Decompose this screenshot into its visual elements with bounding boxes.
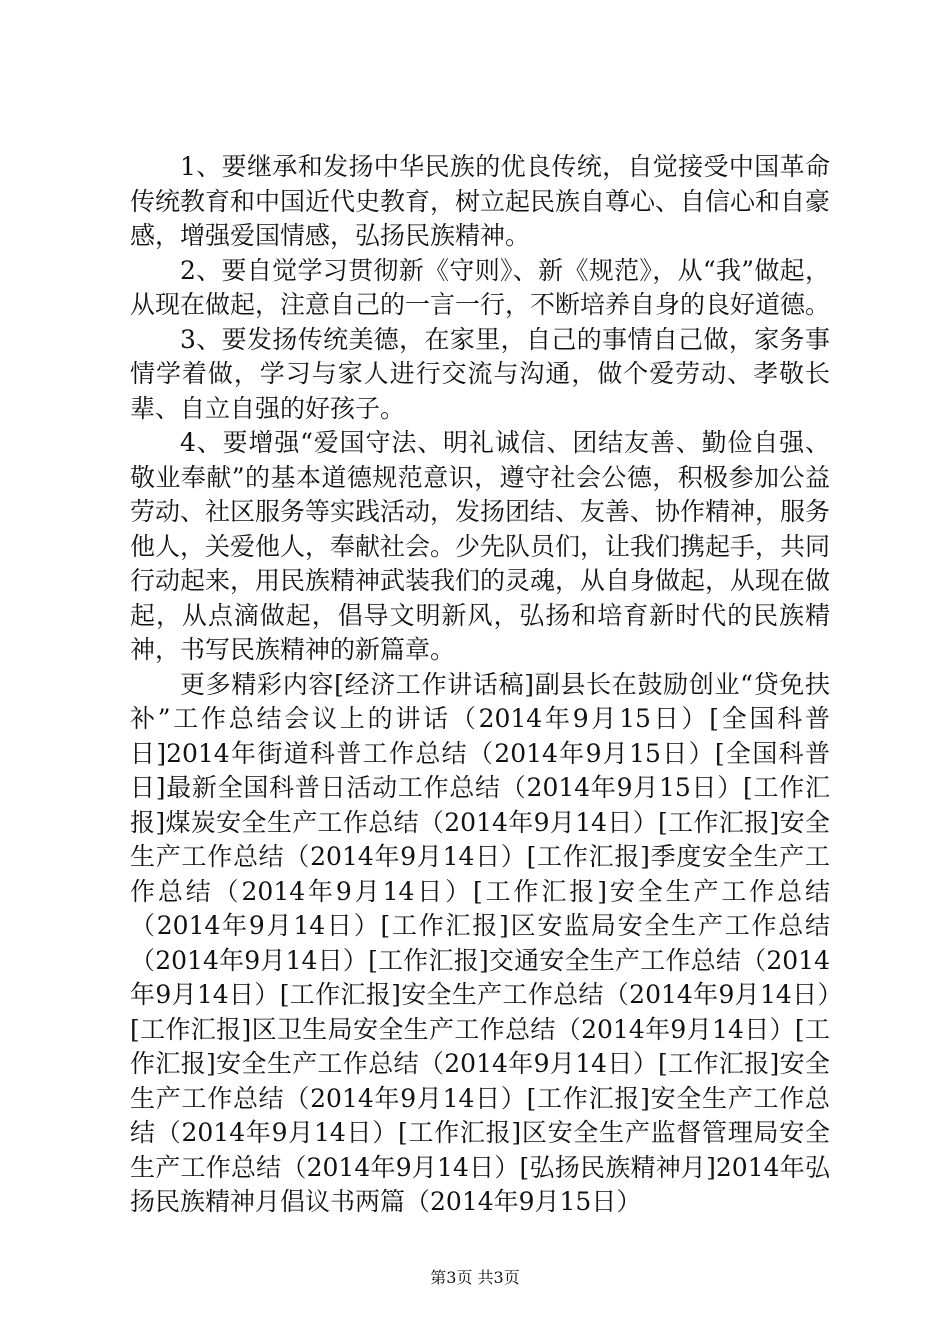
more-content-list: 更多精彩内容[经济工作讲话稿]副县长在鼓励创业“贷免扶补”工作总结会议上的讲话（2014年9月15日）[全国科普日]2014年街道科普工作总结（2014年9月15日）[全国科普日]最新全国科普日活动工作总结（2014年9月15日）[工作汇报]煤炭安全生产工作总结（2014年9月14日）[工作汇报]安全生产工作总结（2014年9月14日）[工作汇报]季度安全生产工作总结（2014年9月14日）[工作汇报]安全生产工作总结（2014年9月14日）[工作汇报]区安监局安全生产工作总结（2014年9月14日）[工作汇报]交通安全生产工作总结（2014年9月14日）[工作汇报]安全生产工作总结（2014年9月14日）[工作汇报]区卫生局安全生产工作总结（2014年9月14日）[工作汇报]安全生产工作总结（2014年9月14日）[工作汇报]安全生产工作总结（2014年9月14日）[工作汇报]安全生产工作总结（2014年9月14日）[工作汇报]区安全生产监督管理局安全生产工作总结（2014年9月14日）[弘扬民族精神月]2014年弘扬民族精神月倡议书两篇（2014年9月15日）: [130, 669, 830, 1216]
paragraph-1: 1、要继承和发扬中华民族的优良传统，自觉接受中国革命传统教育和中国近代史教育，树立起民族自尊心、自信心和自豪感，增强爱国情感，弘扬民族精神。: [130, 152, 831, 250]
paragraph-4: 4、要增强“爱国守法、明礼诚信、团结友善、勤俭自强、敬业奉献”的基本道德规范意识，遵守社会公德，积极参加公益劳动、社区服务等实践活动，发扬团结、友善、协作精神，服务他人，关爱他人，奉献社会。少先队员们，让我们携起手，共同行动起来，用民族精神武装我们的灵魂，从自身做起，从现在做起，从点滴做起，倡导文明新风，弘扬和培育新时代的民族精神，书写民族精神的新篇章。: [130, 428, 831, 664]
document-body: [130, 150, 830, 1220]
page-footer: 第3页 共3页: [430, 1268, 520, 1287]
paragraph-2: 2、要自觉学习贯彻新《守则》、新《规范》，从“我”做起，从现在做起，注意自己的一言一行，不断培养自身的良好道德。: [130, 255, 831, 319]
paragraph-3: 3、要发扬传统美德，在家里，自己的事情自己做，家务事情学着做，学习与家人进行交流与沟通，做个爱劳动、孝敬长辈、自立自强的好孩子。: [130, 324, 830, 423]
